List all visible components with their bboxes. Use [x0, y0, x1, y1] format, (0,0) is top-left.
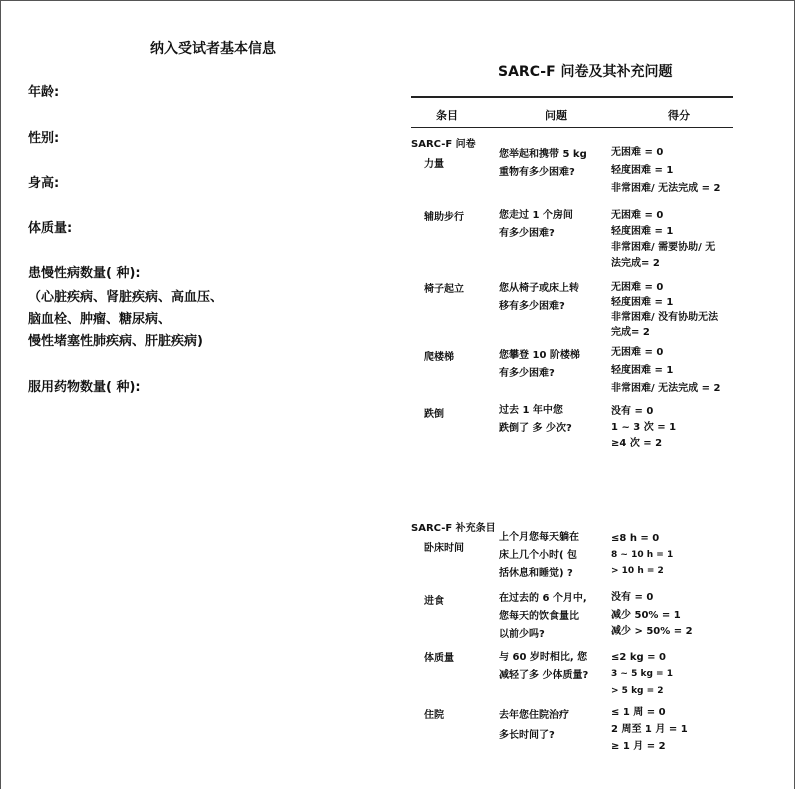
table-row-score: 无困难 = 0 轻度困难 = 1 非常困难/ 无法完成 = 2 — [611, 147, 721, 194]
table-row-score: 无困难 = 0 轻度困难 = 1 非常困难/ 无法完成 = 2 — [611, 347, 721, 394]
table-top-rule — [411, 96, 733, 98]
field-chronic-count: 患慢性病数量( 种): — [28, 266, 141, 281]
table-row-item: 卧床时间 — [424, 543, 464, 554]
table-row-item: 爬楼梯 — [424, 352, 454, 363]
chronic-list-line: （心脏疾病、肾脏疾病、高血压、 — [28, 290, 224, 305]
table-row-item: 进食 — [424, 596, 444, 607]
field-age: 年龄: — [28, 85, 60, 100]
section-sarcf-supplement: SARC-F 补充条目 — [411, 523, 496, 534]
table-row-score: ≤8 h = 0 8 ~ 10 h = 1 > 10 h = 2 — [611, 533, 674, 576]
table-row-question: 您从椅子或床上转 移有多少困难? — [499, 283, 579, 312]
table-row-question: 去年您住院治疗 多长时间了? — [499, 710, 569, 741]
table-row-score: 没有 = 0 1 ~ 3 次 = 1 ≥4 次 = 2 — [611, 406, 677, 449]
table-row-question: 您攀登 10 阶楼梯 有多少困难? — [499, 350, 580, 379]
table-row-question: 您走过 1 个房间 有多少困难? — [499, 210, 573, 239]
chronic-list-line: 慢性堵塞性肺疾病、肝脏疾病) — [28, 334, 203, 349]
table-row-question: 与 60 岁时相比, 您 减轻了多 少体质量? — [499, 652, 589, 681]
table-row-score: 没有 = 0 减少 50% = 1 减少 > 50% = 2 — [611, 592, 693, 637]
table-row-item: 椅子起立 — [424, 284, 464, 295]
questionnaire-title: SARC-F 问卷及其补充问题 — [498, 64, 673, 80]
table-row-item: 体质量 — [424, 653, 454, 664]
table-row-score: ≤ 1 周 = 0 2 周至 1 月 = 1 ≥ 1 月 = 2 — [611, 707, 688, 752]
section-sarcf: SARC-F 问卷 — [411, 139, 476, 150]
table-row-score: 无困难 = 0 轻度困难 = 1 非常困难/ 没有协助无法 完成= 2 — [611, 282, 719, 338]
table-row-item: 力量 — [424, 159, 444, 170]
field-weight: 体质量: — [28, 221, 73, 236]
table-row-score: ≤2 kg = 0 3 ~ 5 kg = 1 > 5 kg = 2 — [611, 652, 673, 696]
table-row-item: 住院 — [424, 710, 444, 721]
chronic-list-line: 脑血栓、肿瘤、糖尿病、 — [28, 312, 172, 327]
table-row-question: 过去 1 年中您 跌倒了 多 少次? — [499, 405, 572, 434]
field-medication-count: 服用药物数量( 种): — [28, 380, 141, 395]
table-row-item: 辅助步行 — [424, 212, 464, 223]
field-height: 身高: — [28, 176, 60, 191]
left-title: 纳入受试者基本信息 — [150, 41, 276, 57]
table-header-rule — [411, 127, 733, 128]
header-score: 得分 — [668, 109, 690, 122]
table-row-question: 在过去的 6 个月中, 您每天的饮食量比 以前少吗? — [499, 593, 587, 640]
table-row-question: 您举起和携带 5 kg 重物有多少困难? — [499, 149, 587, 178]
table-row-question: 上个月您每天躺在 床上几个小时( 包 括休息和睡觉) ? — [499, 532, 579, 579]
field-sex: 性别: — [28, 131, 60, 146]
table-row-score: 无困难 = 0 轻度困难 = 1 非常困难/ 需要协助/ 无 法完成= 2 — [611, 210, 716, 269]
table-row-item: 跌倒 — [424, 409, 444, 420]
header-item: 条目 — [436, 109, 458, 122]
header-question: 问题 — [545, 109, 567, 122]
